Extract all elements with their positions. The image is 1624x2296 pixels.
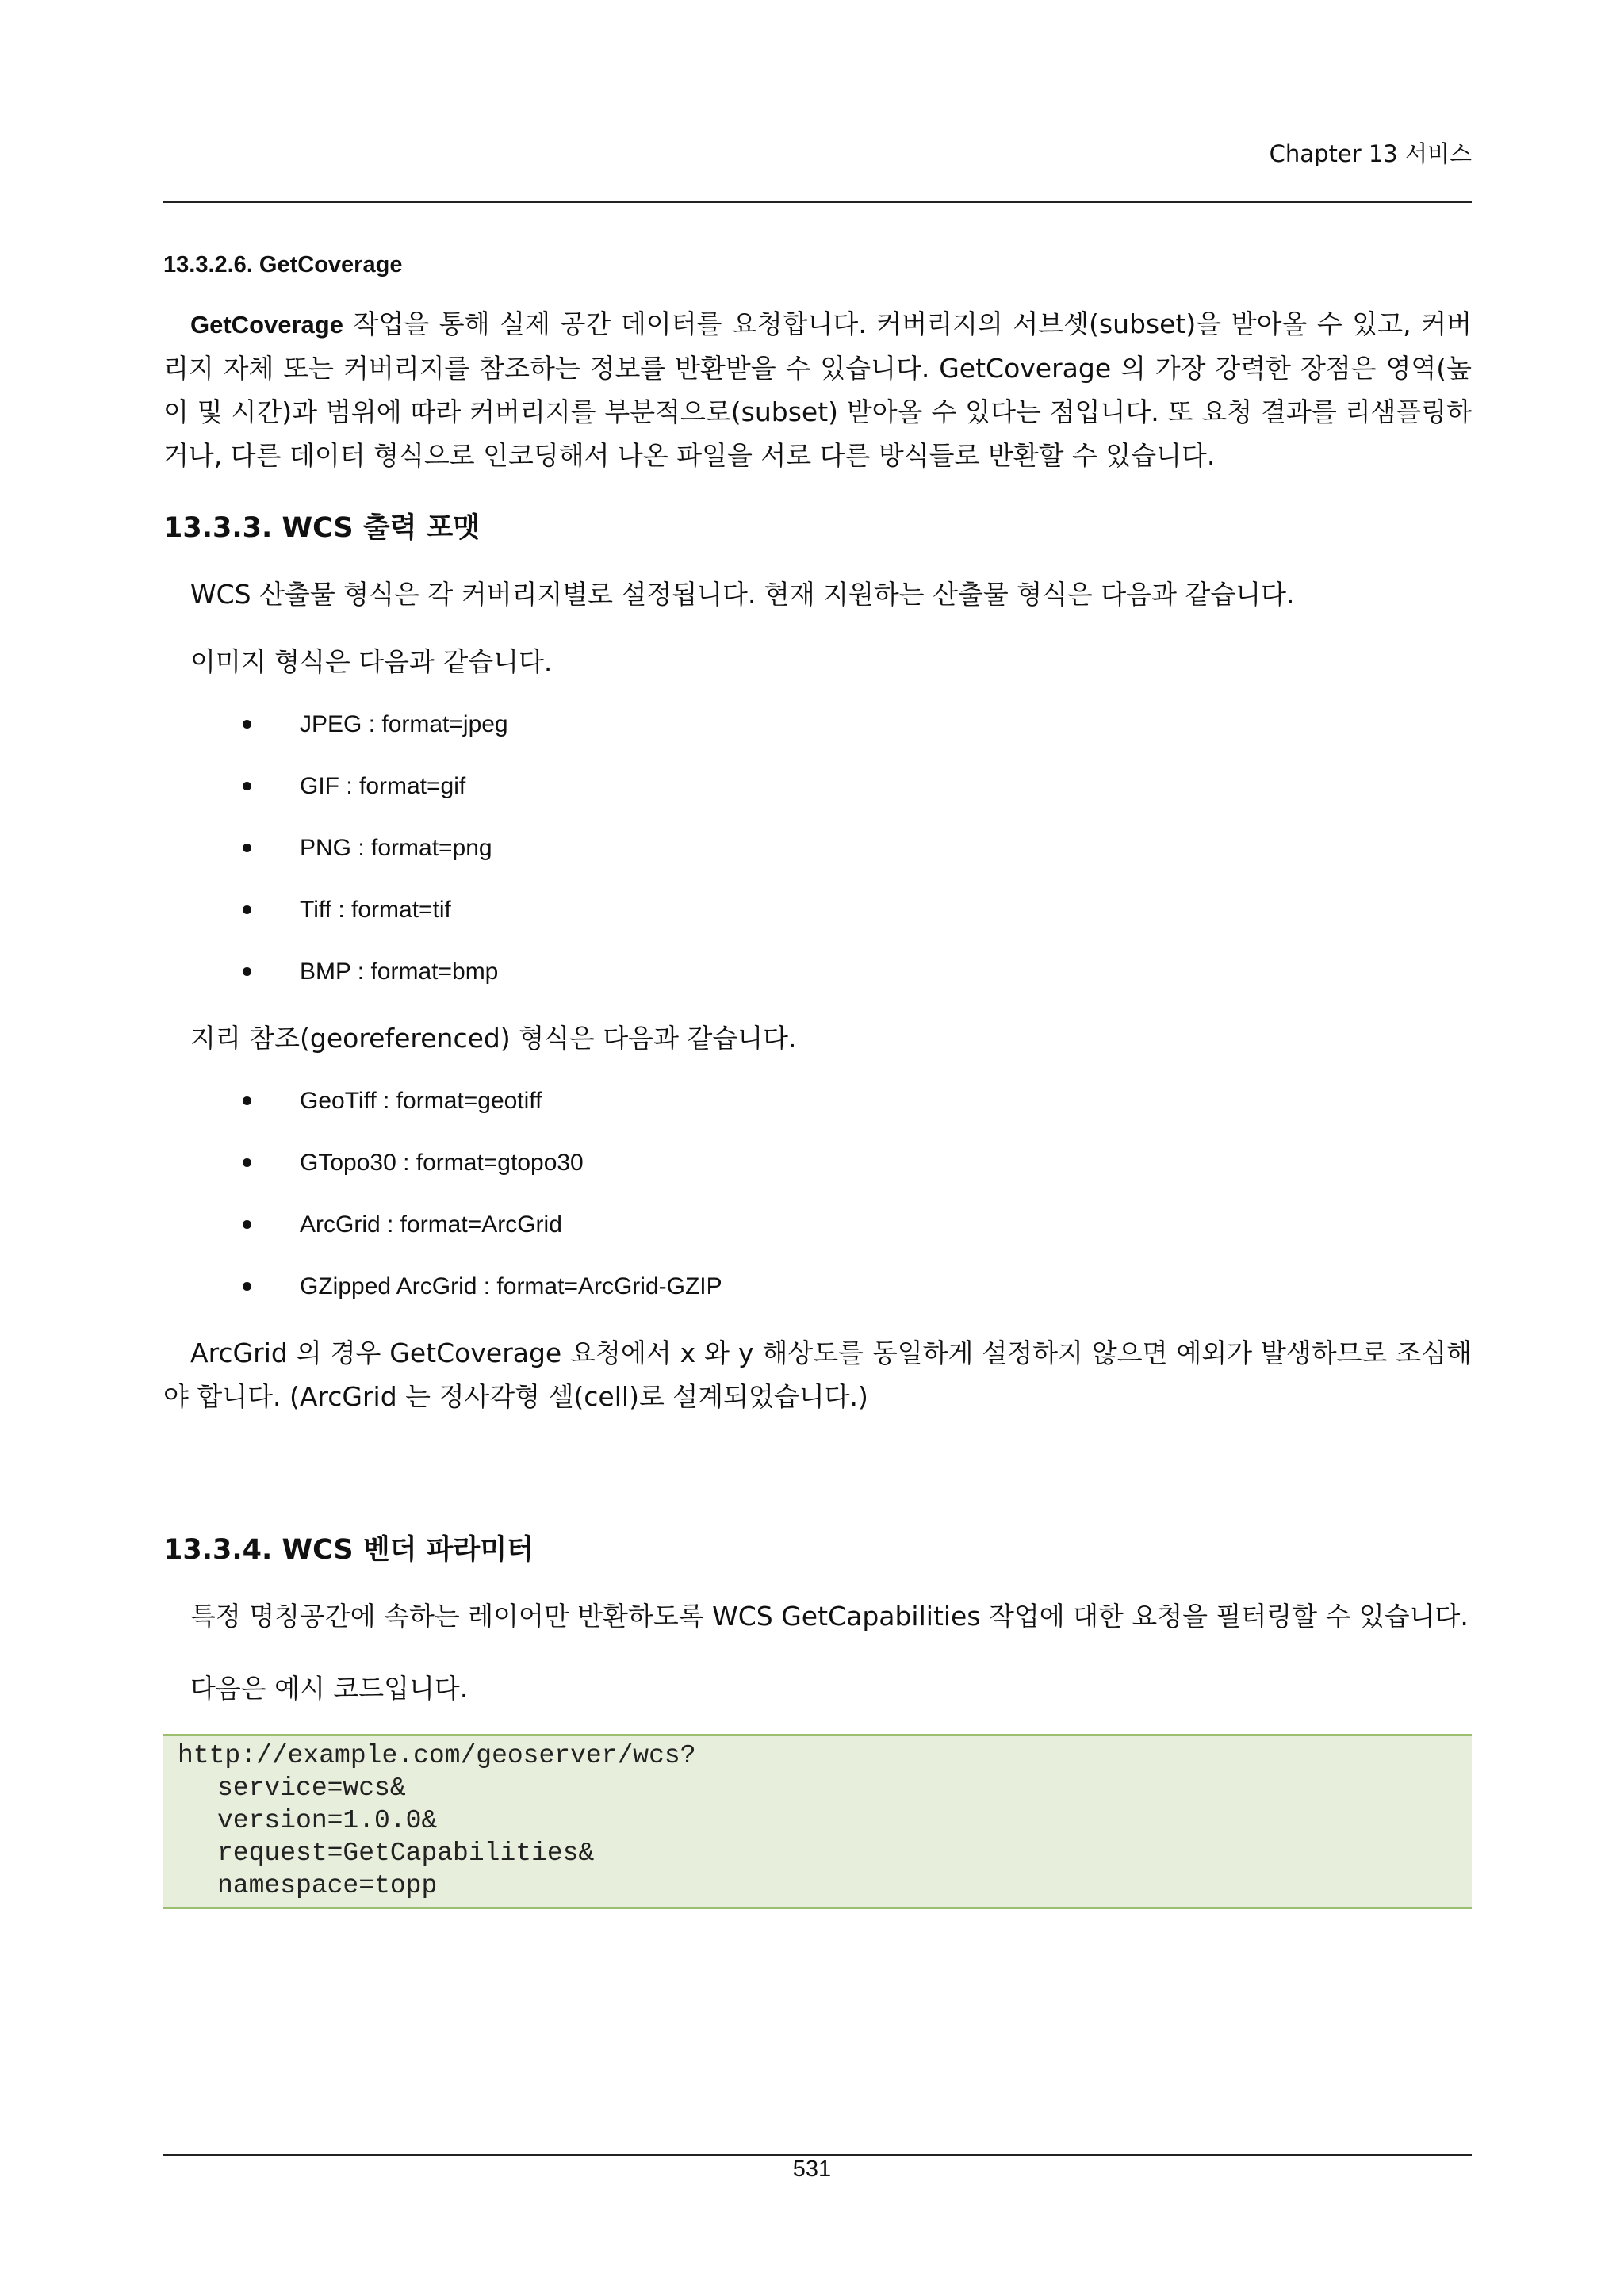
page-body <box>163 238 1472 1909</box>
section-heading-getcoverage: 13.3.2.6. GetCoverage <box>163 252 403 277</box>
list-item: ArcGrid : format=ArcGrid <box>163 1207 1472 1242</box>
bullet-icon <box>243 1096 251 1105</box>
bullet-icon <box>243 905 251 914</box>
list-item: GTopo30 : format=gtopo30 <box>163 1146 1472 1181</box>
arcgrid-note: ArcGrid 의 경우 GetCoverage 요청에서 x 와 y 해상도를 동일하게 설정하지 않으면 예외가 발생하므로 조심해야 합니다. (ArcGrid 는 정사각형 셀(cell)로 설계되었습니다.) <box>163 1337 1472 1412</box>
header-rule <box>163 201 1472 203</box>
footer-rule <box>163 2154 1472 2156</box>
list-item: PNG : format=png <box>163 831 1472 866</box>
code-line: http://example.com/geoserver/wcs? <box>178 1741 696 1770</box>
list-item: JPEG : format=jpeg <box>163 707 1472 742</box>
bullet-icon <box>243 844 251 852</box>
list-item: Tiff : format=tif <box>163 893 1472 928</box>
vendor-params-paragraph: 특정 명칭공간에 속하는 레이어만 반환하도록 WCS GetCapabilities 작업에 대한 요청을 필터링할 수 있습니다. <box>190 1601 1469 1632</box>
bullet-icon <box>243 1220 251 1229</box>
bullet-icon <box>243 720 251 729</box>
image-format-list <box>163 707 1472 989</box>
list-item: GeoTiff : format=geotiff <box>163 1084 1472 1119</box>
image-formats-intro: 이미지 형식은 다음과 같습니다. <box>190 646 553 677</box>
list-item: GZipped ArcGrid : format=ArcGrid-GZIP <box>163 1269 1472 1304</box>
section-heading-vendor-params: 13.3.4. WCS 벤더 파라미터 <box>163 1534 534 1566</box>
page-number: 531 <box>792 2156 832 2182</box>
running-header: Chapter 13 서비스 <box>1269 140 1472 167</box>
output-formats-intro: WCS 산출물 형식은 각 커버리지별로 설정됩니다. 현재 지원하는 산출물 형식은 다음과 같습니다. <box>190 579 1295 610</box>
list-item: GIF : format=gif <box>163 769 1472 804</box>
geo-format-list <box>163 1084 1472 1304</box>
geo-formats-intro: 지리 참조(georeferenced) 형식은 다음과 같습니다. <box>190 1023 797 1054</box>
code-line: version=1.0.0& <box>217 1806 438 1835</box>
code-example <box>163 1734 1472 1909</box>
code-line: request=GetCapabilities& <box>217 1839 595 1868</box>
code-line: namespace=topp <box>217 1871 438 1900</box>
bullet-icon <box>243 1158 251 1167</box>
getcoverage-paragraph <box>163 302 1472 477</box>
bullet-icon <box>243 782 251 790</box>
bullet-icon <box>243 967 251 976</box>
list-item: BMP : format=bmp <box>163 955 1472 989</box>
getcoverage-description: 작업을 통해 실제 공간 데이터를 요청합니다. 커버리지의 서브셋(subset)을 받아올 수 있고, 커버리지 자체 또는 커버리지를 참조하는 정보를 반환받을 수 있습니다. GetCoverage 의 가장 강력한 장점은 영역(높이 및 시간)과 범위에 따라 커버리지를 부분적으로(subset) 받아올 수 있다는 점입니다. 또 요청 결과를 리샘플링하거나, 다른 데이터 형식으로 인코딩해서 나온 파일을 서로 다른 방식들로 반환할 수 있습니다. <box>163 308 1472 471</box>
section-heading-output-formats: 13.3.3. WCS 출력 포맷 <box>163 512 481 544</box>
getcoverage-term: GetCoverage <box>190 311 343 339</box>
bullet-icon <box>243 1282 251 1291</box>
example-intro: 다음은 예시 코드입니다. <box>190 1673 469 1704</box>
code-line: service=wcs& <box>217 1774 406 1803</box>
